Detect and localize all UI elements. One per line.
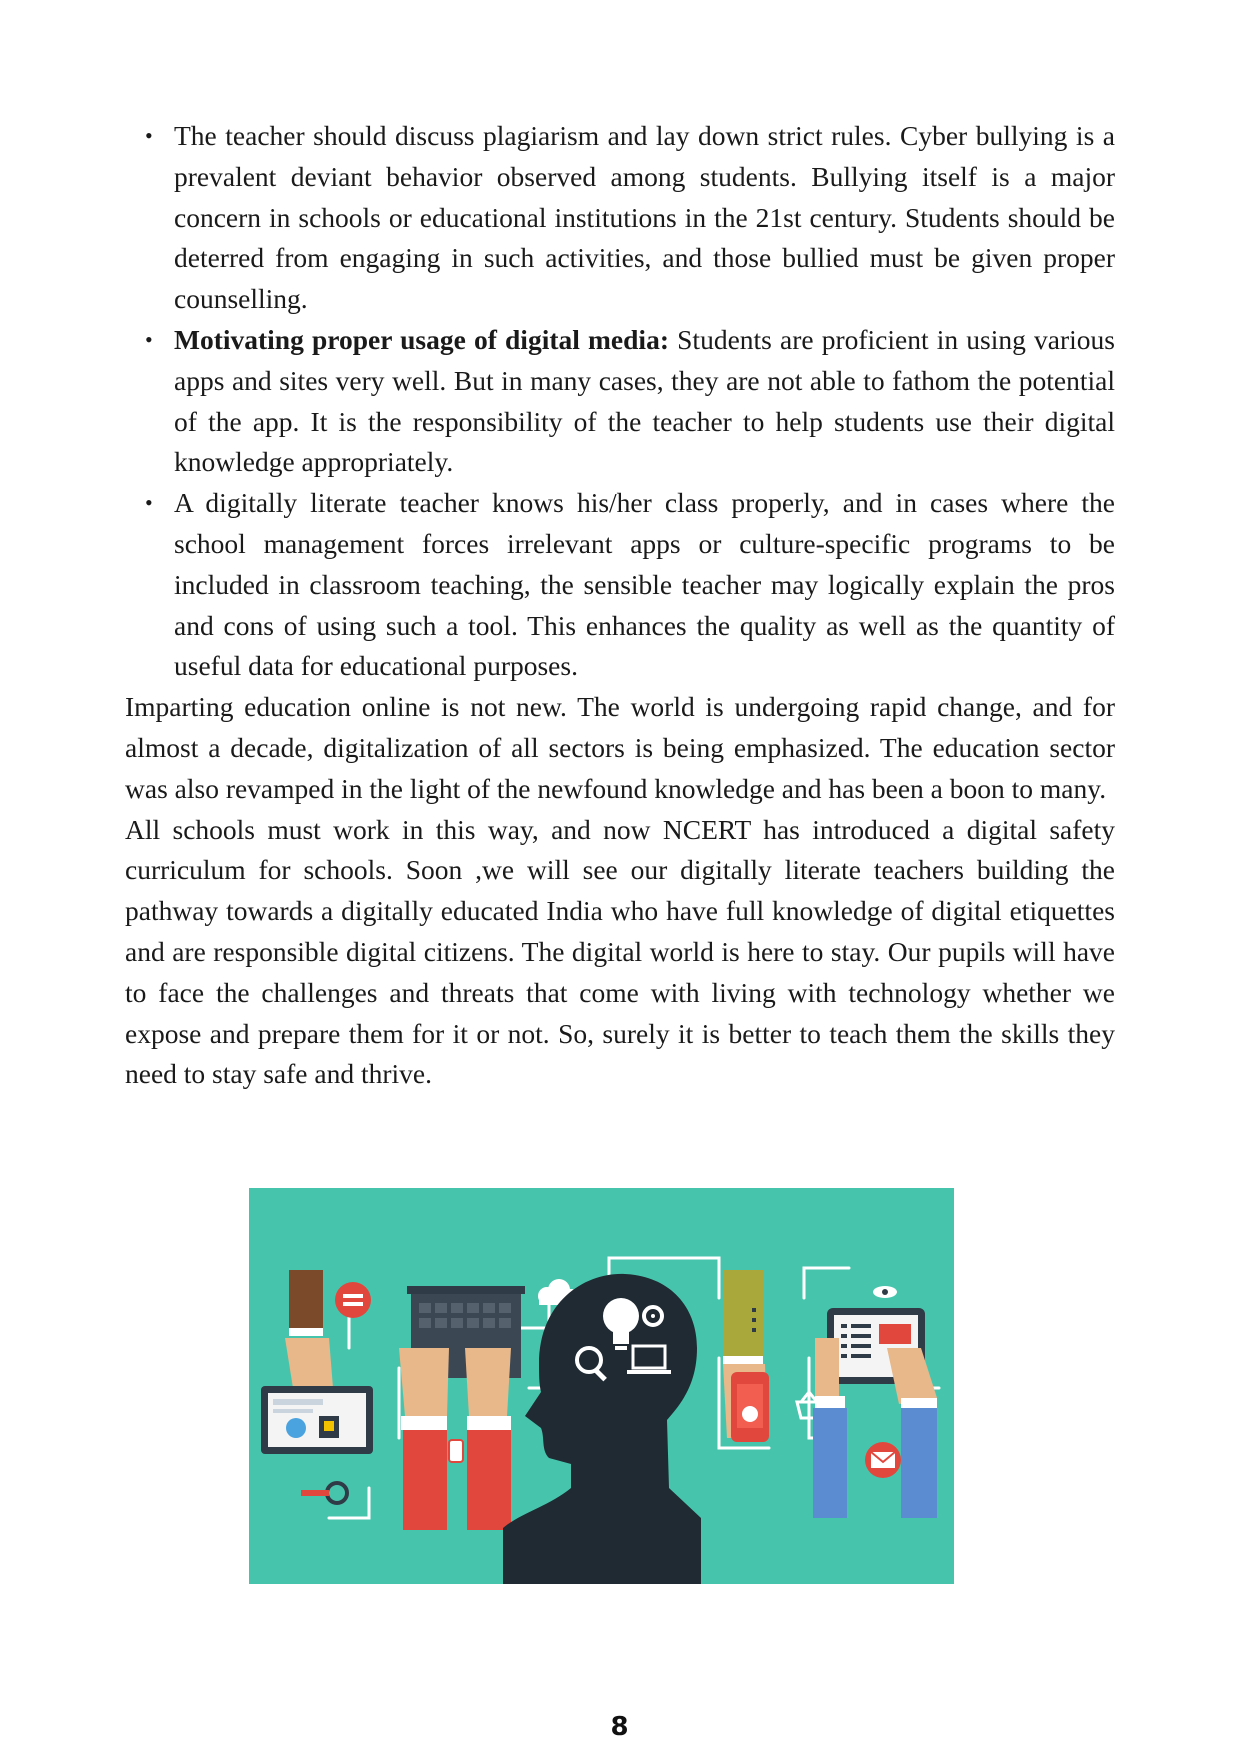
bullet-item: [125, 320, 1115, 483]
bullet-text: The teacher should discuss plagiarism and lay down strict rules. Cyber bullying is a prevalent deviant behavior observed among students. Bullying itself is a major concern in schools or educational institutions in the 21st century. Students should be deterred from engaging in such activities, and those bullied must be given proper counselling.: [174, 120, 1115, 315]
chat-bubble-icon: [335, 1282, 371, 1318]
paragraph: All schools must work in this way, and now NCERT has introduced a digital safety curriculum for schools. Soon ,we will see our digitally literate teachers building the pathway towards a digitally educated India who have full knowledge of digital etiquettes and are responsible digital citizens. The digital world is here to stay. Our pupils will have to face the challenges and threats that come with living with technology whether we expose and prepare them for it or not. So, surely it is better to teach them the skills they need to stay safe and thrive.: [125, 813, 1115, 1090]
paragraph: Imparting education online is not new. The world is undergoing rapid change, and for almost a decade, digitalization of all sectors is being emphasized. The education sector was also revamped in the light of the newfound knowledge and has been a boon to many.: [125, 691, 1115, 804]
bullet-item: [125, 116, 1115, 320]
bullet-dot-icon: •: [145, 123, 153, 148]
bullet-list: [125, 116, 1115, 687]
bullet-dot-icon: •: [145, 490, 153, 516]
envelope-icon: [865, 1442, 901, 1478]
bullet-lead: Motivating proper usage of digital media:: [174, 323, 669, 355]
eye-icon: [873, 1286, 897, 1298]
hand-holding-phone-icon: [723, 1270, 769, 1442]
page-number: 8: [610, 1712, 629, 1742]
digital-education-illustration: [249, 1188, 954, 1584]
bullet-item: [125, 483, 1115, 687]
bullet-text: Students are proficient in using various apps and sites very well. But in many cases, they are not able to fathom the potential of the app. It is the responsibility of the teacher to help students use their digital knowledge appropriately.: [174, 323, 1116, 478]
bullet-text: A digitally literate teacher knows his/her class properly, and in cases where the school management forces irrelevant apps or culture-specific programs to be included in classroom teaching, the sensible teacher may logically explain the pros and cons of using such a tool. This enhances the quality as well as the quantity of useful data for educational purposes.: [174, 487, 1115, 682]
body-text: [125, 116, 1115, 1095]
bullet-dot-icon: •: [145, 326, 153, 352]
